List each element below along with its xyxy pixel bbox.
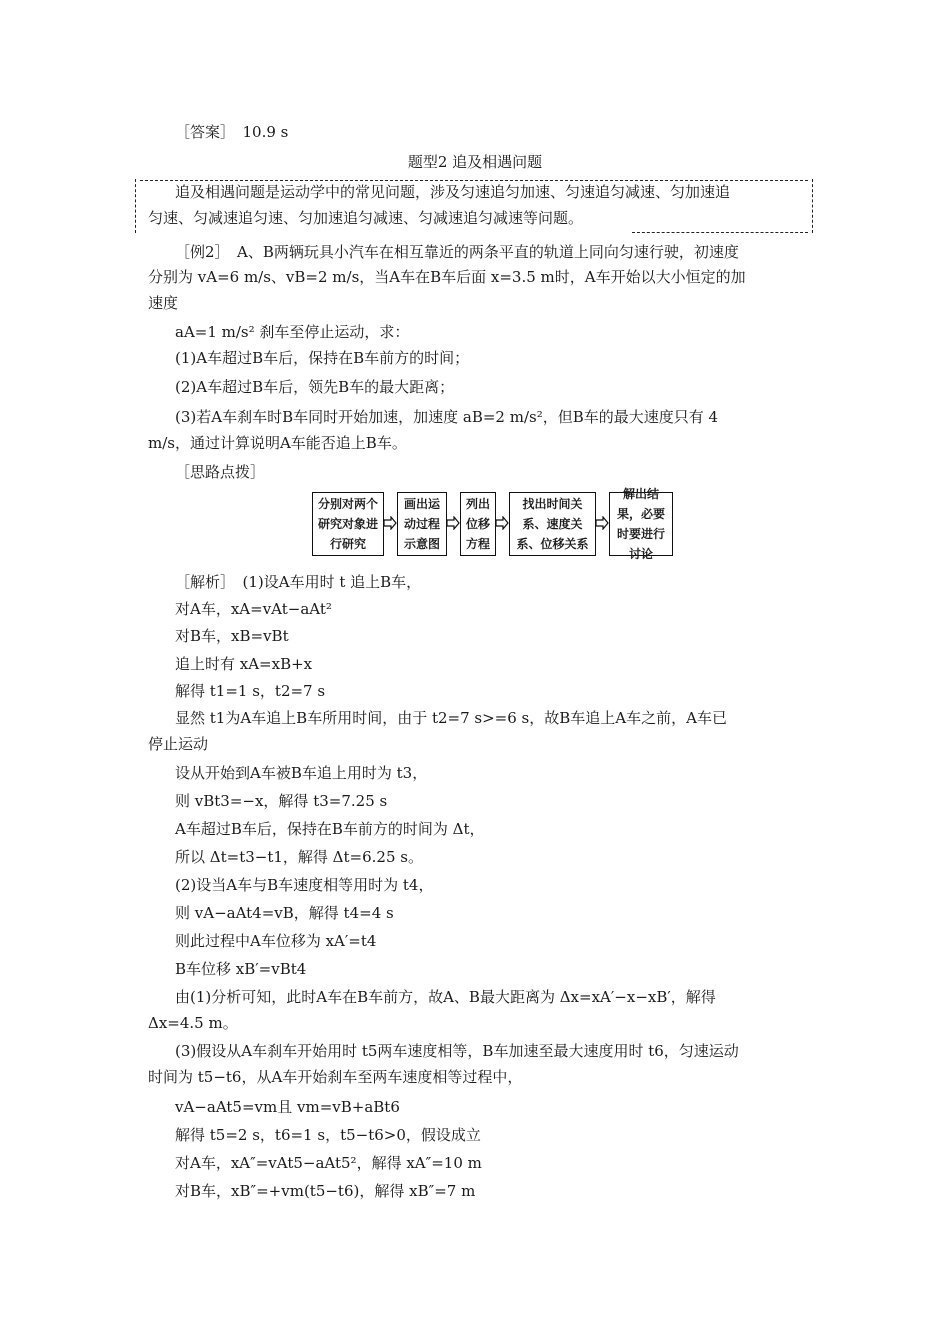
solution-line: 设从开始到A车被B车追上用时为 t3， xyxy=(175,764,428,782)
solution-line: A车超过B车后，保持在B车前方的时间为 Δt， xyxy=(175,820,485,838)
solution-line: 解得 t1=1 s，t2=7 s xyxy=(175,682,326,700)
solution-line: B车位移 xB′=vBt4 xyxy=(175,960,307,978)
flow-step-2: 画出运动过程示意图 xyxy=(397,492,447,556)
solution-line: 则 vBt3=−x，解得 t3=7.25 s xyxy=(175,792,388,810)
box-bottom-dash xyxy=(632,232,808,233)
question-2: (2)A车超过B车后，领先B车的最大距离； xyxy=(175,378,455,396)
solution-line: 对A车，xA″=vAt5−aAt5²，解得 xA″=10 m xyxy=(175,1154,482,1172)
flow-step-1: 分别对两个研究对象进行研究 xyxy=(312,492,384,556)
question-3b: m/s，通过计算说明A车能否追上B车。 xyxy=(148,434,407,452)
answer-line: ［答案］ 10.9 s xyxy=(175,123,289,141)
question-1: (1)A车超过B车后，保持在B车前方的时间； xyxy=(175,349,470,367)
flow-arrow-icon xyxy=(446,516,460,530)
flow-step-4: 找出时间关系、速度关系、位移关系 xyxy=(509,492,596,556)
solution-line: ［解析］ (1)设A车用时 t 追上B车， xyxy=(175,573,422,591)
solution-line: 则此过程中A车位移为 xA′=t4 xyxy=(175,932,377,950)
solution-line: (3)假设从A车刹车开始用时 t5两车速度相等，B车加速至最大速度用时 t6，匀速运动 xyxy=(175,1042,739,1060)
solution-line: 对B车，xB=vBt xyxy=(175,627,289,645)
flow-step-5: 解出结果，必要时要进行讨论 xyxy=(609,492,673,556)
flow-arrow-icon xyxy=(595,516,609,530)
solution-line: 停止运动 xyxy=(148,735,209,753)
solution-line: 追上时有 xA=xB+x xyxy=(175,655,313,673)
flow-arrow-icon xyxy=(495,516,509,530)
example-line-1: ［例2］ A、B两辆玩具小汽车在相互靠近的两条平直的轨道上同向匀速行驶，初速度 xyxy=(175,243,739,261)
flow-chart xyxy=(0,487,950,561)
solution-line: Δx=4.5 m。 xyxy=(148,1014,238,1032)
example-line-3: 速度 xyxy=(148,294,179,312)
solution-line: 由(1)分析可知，此时A车在B车前方，故A、B最大距离为 Δx=xA′−x−xB′，解得 xyxy=(175,988,716,1006)
flow-step-3: 列出位移方程 xyxy=(460,492,496,556)
solution-line: 解得 t5=2 s，t6=1 s，t5−t6>0，假设成立 xyxy=(175,1126,481,1144)
box-text-1: 追及相遇问题是运动学中的常见问题，涉及匀速追匀加速、匀速追匀减速、匀加速追 xyxy=(175,183,731,201)
solution-line: 显然 t1为A车追上B车所用时间，由于 t2=7 s>=6 s，故B车追上A车之前，A车已 xyxy=(175,709,727,727)
section-title: 题型2 追及相遇问题 xyxy=(407,153,543,171)
hint-label: ［思路点拨］ xyxy=(175,463,266,481)
solution-line: 对B车，xB″=+vm(t5−t6)，解得 xB″=7 m xyxy=(175,1182,476,1200)
solution-line: 时间为 t5−t6，从A车开始刹车至两车速度相等过程中， xyxy=(148,1068,523,1086)
solution-line: 对A车，xA=vAt−aAt² xyxy=(175,600,332,618)
example-line-4: aA=1 m/s² 刹车至停止运动，求： xyxy=(175,323,410,341)
flow-arrow-icon xyxy=(383,516,397,530)
solution-line: (2)设当A车与B车速度相等用时为 t4， xyxy=(175,876,434,894)
solution-line: 所以 Δt=t3−t1，解得 Δt=6.25 s。 xyxy=(175,848,423,866)
question-3a: (3)若A车刹车时B车同时开始加速，加速度 aB=2 m/s²，但B车的最大速度只有 4 xyxy=(175,408,719,426)
box-text-2: 匀速、匀减速追匀速、匀加速追匀减速、匀减速追匀减速等问题。 xyxy=(148,209,584,227)
example-line-2: 分别为 vA=6 m/s、vB=2 m/s，当A车在B车后面 x=3.5 m时，A车开始以大小恒定的加 xyxy=(148,268,746,286)
solution-line: 则 vA−aAt4=vB，解得 t4=4 s xyxy=(175,904,394,922)
solution-line: vA−aAt5=vm且 vm=vB+aBt6 xyxy=(175,1098,400,1116)
